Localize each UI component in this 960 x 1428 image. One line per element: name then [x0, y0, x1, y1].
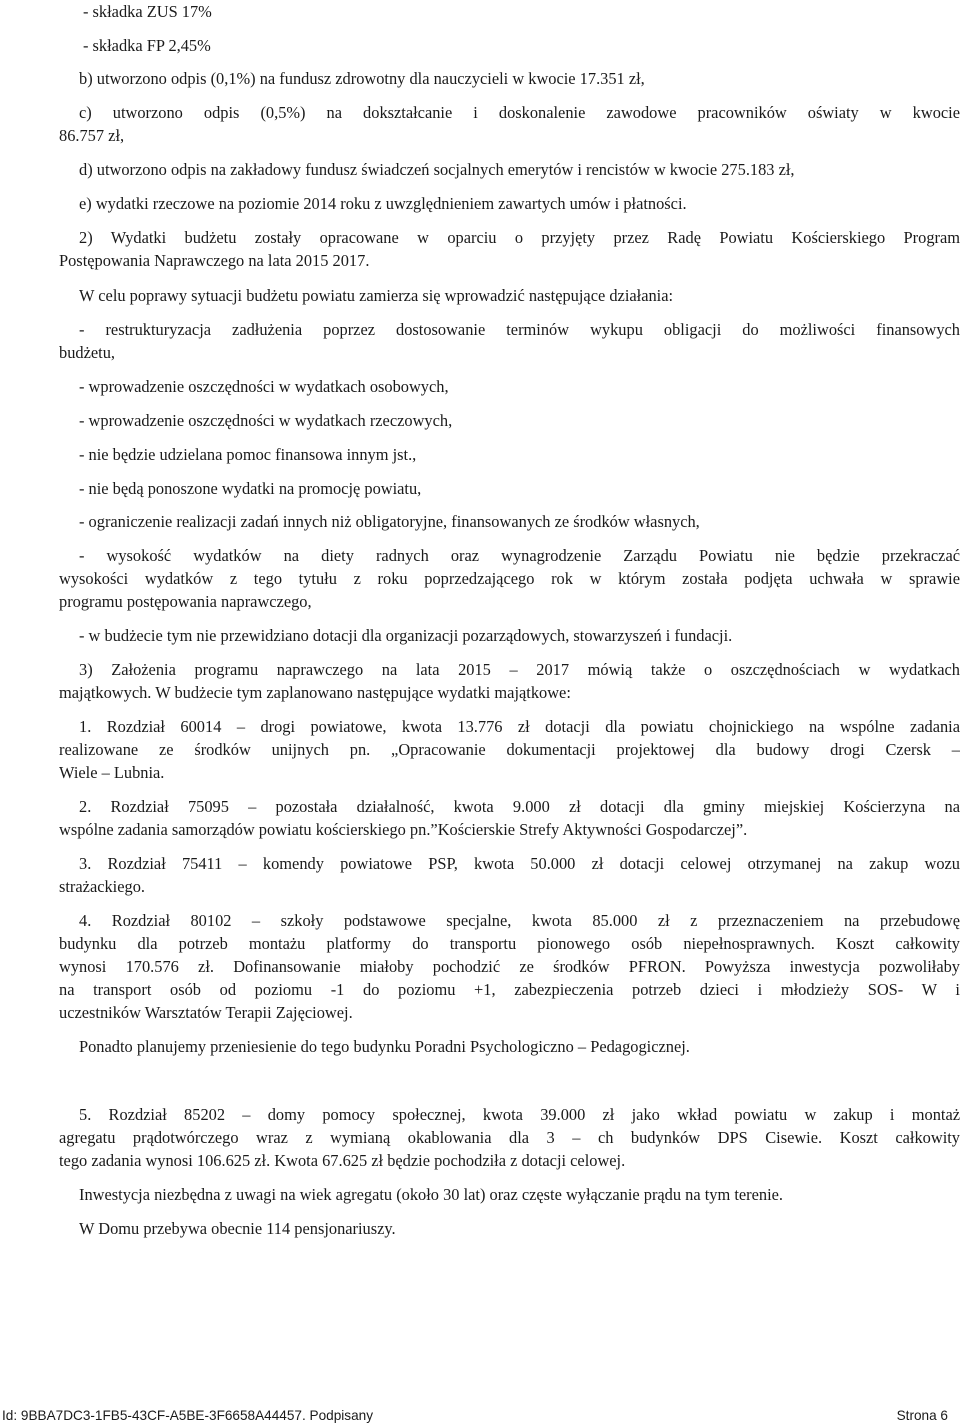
item-d: d) utworzono odpis na zakładowy fundusz świadczeń socjalnych emerytów i rencistów w kwocie 275.183 zł, [79, 160, 795, 179]
document-id: Id: 9BBA7DC3-1FB5-43CF-A5BE-3F6658A44457. Podpisany [2, 1408, 374, 1423]
action-no-aid: - nie będzie udzielana pomoc finansowa innym jst., [79, 445, 417, 464]
expense-4: 4. Rozdział 80102 – szkoły podstawowe specjalne, kwota 85.000 zł z przeznaczeniem na przebudowę [79, 911, 960, 930]
section-3-cont: majątkowych. W budżecie tym zaplanowano następujące wydatki majątkowe: [59, 683, 571, 702]
page-number: Strona 6 [896, 1408, 948, 1423]
action-limit-tasks: - ograniczenie realizacji zadań innych niż obligatoryjne, finansowanych ze środków własnych, [79, 512, 700, 531]
zus-line: - składka ZUS 17% [83, 2, 212, 21]
item-b: b) utworzono odpis (0,1%) na fundusz zdrowotny dla nauczycieli w kwocie 17.351 zł, [79, 69, 645, 88]
expense-5-cont-1: agregatu prądotwórczego wraz z wymianą okablowania dla 3 – ch budynków DPS Cisewie. Koszt całkowity [59, 1128, 960, 1147]
expense-4-cont-2: wynosi 170.576 zł. Dofinansowanie miałoby pochodzić ze środków PFRON. Powyższa inwestycja pozwoliłaby [59, 957, 960, 976]
expense-4-cont-4: uczestników Warsztatów Terapii Zajęciowej. [59, 1003, 353, 1022]
expense-2: 2. Rozdział 75095 – pozostała działalność, kwota 9.000 zł dotacji dla gminy miejskiej Kościerzyna na [79, 797, 960, 816]
expense-4-cont-1: budynku dla potrzeb montażu platformy do transportu pionowego osób niepełnosprawnych. Koszt całkowity [59, 934, 960, 953]
item-c: c) utworzono odpis (0,5%) na dokształcanie i doskonalenie zawodowe pracowników oświaty w kwocie [79, 103, 960, 122]
item-c-cont: 86.757 zł, [59, 126, 125, 145]
expense-5: 5. Rozdział 85202 – domy pomocy społecznej, kwota 39.000 zł jako wkład powiatu w zakup i montaż [79, 1105, 960, 1124]
item-e: e) wydatki rzeczowe na poziomie 2014 roku z uwzględnieniem zawartych umów i płatności. [79, 194, 687, 213]
expense-2-cont: wspólne zadania samorządów powiatu kościerskiego pn.”Kościerskie Strefy Aktywności Gospodarczej”. [59, 820, 748, 839]
section-3: 3) Założenia programu naprawczego na lata 2015 – 2017 mówią także o oszczędnościach w wydatkach [79, 660, 960, 679]
relocation-note: Ponadto planujemy przeniesienie do tego budynku Poradni Psychologiczno – Pedagogicznej. [79, 1037, 690, 1056]
action-diets-cont-1: wysokości wydatków z tego tytułu z roku poprzedzającego rok w którym została podjęta uchwała w sprawie [59, 569, 960, 588]
expense-3: 3. Rozdział 75411 – komendy powiatowe PSP, kwota 50.000 zł dotacji celowej otrzymanej na zakup wozu [79, 854, 960, 873]
expense-1-cont-1: realizowane ze środków unijnych pn. „Opracowanie dokumentacji projektowej dla budowy drogi Czersk – [59, 740, 960, 759]
expense-1-cont-2: Wiele – Lubnia. [59, 763, 165, 782]
section-2-cont: Postępowania Naprawczego na lata 2015 2017. [59, 251, 370, 270]
action-diets-cont-2: programu postępowania naprawczego, [59, 592, 312, 611]
action-diets: - wysokość wydatków na diety radnych oraz wynagrodzenie Zarządu Powiatu nie będzie przekraczać [79, 546, 960, 565]
expense-5-cont-2: tego zadania wynosi 106.625 zł. Kwota 67.625 zł będzie pochodziła z dotacji celowej. [59, 1151, 626, 1170]
investment-reason: Inwestycja niezbędna z uwagi na wiek agregatu (około 30 lat) oraz częste wyłączanie prądu na tym terenie. [79, 1185, 784, 1204]
action-restructuring-cont: budżetu, [59, 343, 115, 362]
action-restructuring: - restrukturyzacja zadłużenia poprzez dostosowanie terminów wykupu obligacji do możliwości finansowych [79, 320, 960, 339]
action-no-ngo-grants: - w budżecie tym nie przewidziano dotacji dla organizacji pozarządowych, stowarzyszeń i fundacji. [79, 626, 733, 645]
expense-1: 1. Rozdział 60014 – drogi powiatowe, kwota 13.776 zł dotacji dla powiatu chojnickiego na wspólne zadania [79, 717, 960, 736]
residents-count: W Domu przebywa obecnie 114 pensjonariuszy. [79, 1219, 396, 1238]
fp-line: - składka FP 2,45% [83, 36, 211, 55]
action-material-savings: - wprowadzenie oszczędności w wydatkach rzeczowych, [79, 411, 453, 430]
expense-4-cont-3: na transport osób od poziomu -1 do poziomu +1, zabezpieczenia potrzeb dzieci i młodzieży SOS- W i [59, 980, 960, 999]
action-personal-savings: - wprowadzenie oszczędności w wydatkach osobowych, [79, 377, 449, 396]
actions-intro: W celu poprawy sytuacji budżetu powiatu zamierza się wprowadzić następujące działania: [79, 286, 674, 305]
expense-3-cont: strażackiego. [59, 877, 146, 896]
section-2: 2) Wydatki budżetu zostały opracowane w oparciu o przyjęty przez Radę Powiatu Kościerskiego Program [79, 228, 960, 247]
action-no-promotion: - nie będą ponoszone wydatki na promocję powiatu, [79, 479, 422, 498]
